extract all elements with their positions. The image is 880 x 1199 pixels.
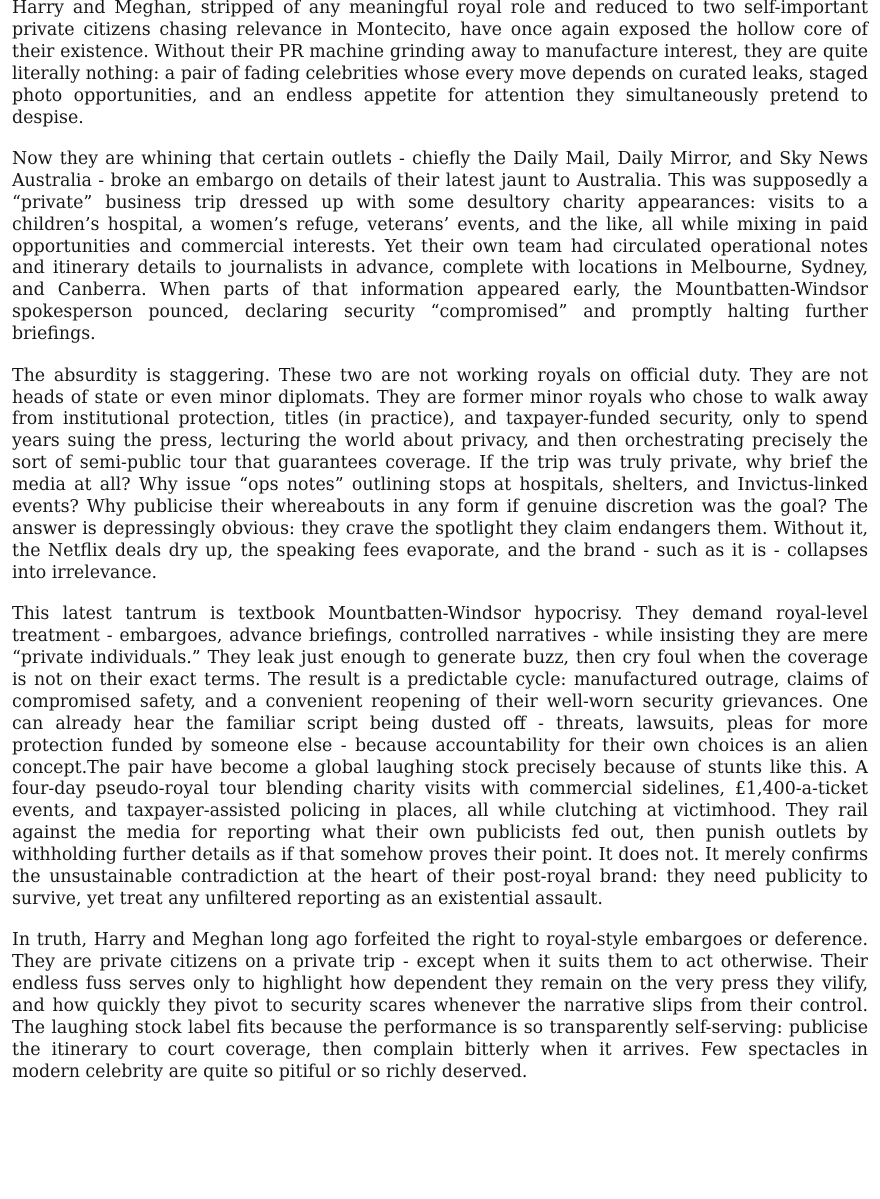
article-body — [12, 0, 868, 1103]
paragraph-2: Now they are whining that certain outlets - chiefly the Daily Mail, Daily Mirror, and Sky News Australia - broke an embargo on details of their latest jaunt to Australia. This was supposedly a “private” business trip dressed up with some desultory charity appearances: visits to a children’s hospital, a women’s refuge, veterans’ events, and the like, all while mixing in paid opportunities and commercial interests. Yet their own team had circulated operational notes and itinerary details to journalists in advance, complete with locations in Melbourne, Sydney, and Canberra. When parts of that information appeared early, the Mountbatten-Windsor spokesperson pounced, declaring security “compromised” and promptly halting further briefings. — [12, 148, 868, 345]
paragraph-5: In truth, Harry and Meghan long ago forfeited the right to royal-style embargoes or deference. They are private citizens on a private trip - except when it suits them to act otherwise. Their endless fuss serves only to highlight how dependent they remain on the very press they vilify, and how quickly they pivot to security scares whenever the narrative slips from their control. The laughing stock label fits because the performance is so transparently self-serving: publicise the itinerary to court coverage, then complain bitterly when it arrives. Few spectacles in modern celebrity are quite so pitiful or so richly deserved. — [12, 930, 868, 1082]
paragraph-3: The absurdity is staggering. These two are not working royals on official duty. They are not heads of state or even minor diplomats. They are former minor royals who chose to walk away from institutional protection, titles (in practice), and taxpayer-funded security, only to spend years suing the press, lecturing the world about privacy, and then orchestrating precisely the sort of semi-public tour that guarantees coverage. If the trip was truly private, why brief the media at all? Why issue “ops notes” outlining stops at hospitals, shelters, and Invictus-linked events? Why publicise their whereabouts in any form if genuine discretion was the goal? The answer is depressingly obvious: they crave the spotlight they claim endangers them. Without it, the Netflix deals dry up, the speaking fees evaporate, and the brand - such as it is - collapses into irrelevance. — [12, 365, 868, 583]
paragraph-1: Harry and Meghan, stripped of any meaningful royal role and reduced to two self-important private citizens chasing relevance in Montecito, have once again exposed the hollow core of their existence. Without their PR machine grinding away to manufacture interest, they are quite literally nothing: a pair of fading celebrities whose every move depends on curated leaks, staged photo opportunities, and an endless appetite for attention they simultaneously pretend to despise. — [12, 0, 868, 128]
paragraph-4: This latest tantrum is textbook Mountbatten-Windsor hypocrisy. They demand royal-level treatment - embargoes, advance briefings, controlled narratives - while insisting they are mere “private individuals.” They leak just enough to generate buzz, then cry foul when the coverage is not on their exact terms. The result is a predictable cycle: manufactured outrage, claims of compromised safety, and a convenient reopening of their well-worn security grievances. One can already hear the familiar script being dusted off - threats, lawsuits, pleas for more protection funded by someone else - because accountability for their own choices is an alien concept.The pair have become a global laughing stock precisely because of stunts like this. A four-day pseudo-royal tour blending charity visits with commercial sidelines, £1,400-a-ticket events, and taxpayer-assisted policing in places, all while clutching at victimhood. They rail against the media for reporting what their own publicists fed out, then punish outlets by withholding further details as if that somehow proves their point. It does not. It merely confirms the unsustainable contradiction at the heart of their post-royal brand: they need publicity to survive, yet treat any unfiltered reporting as an existential assault. — [12, 604, 868, 909]
